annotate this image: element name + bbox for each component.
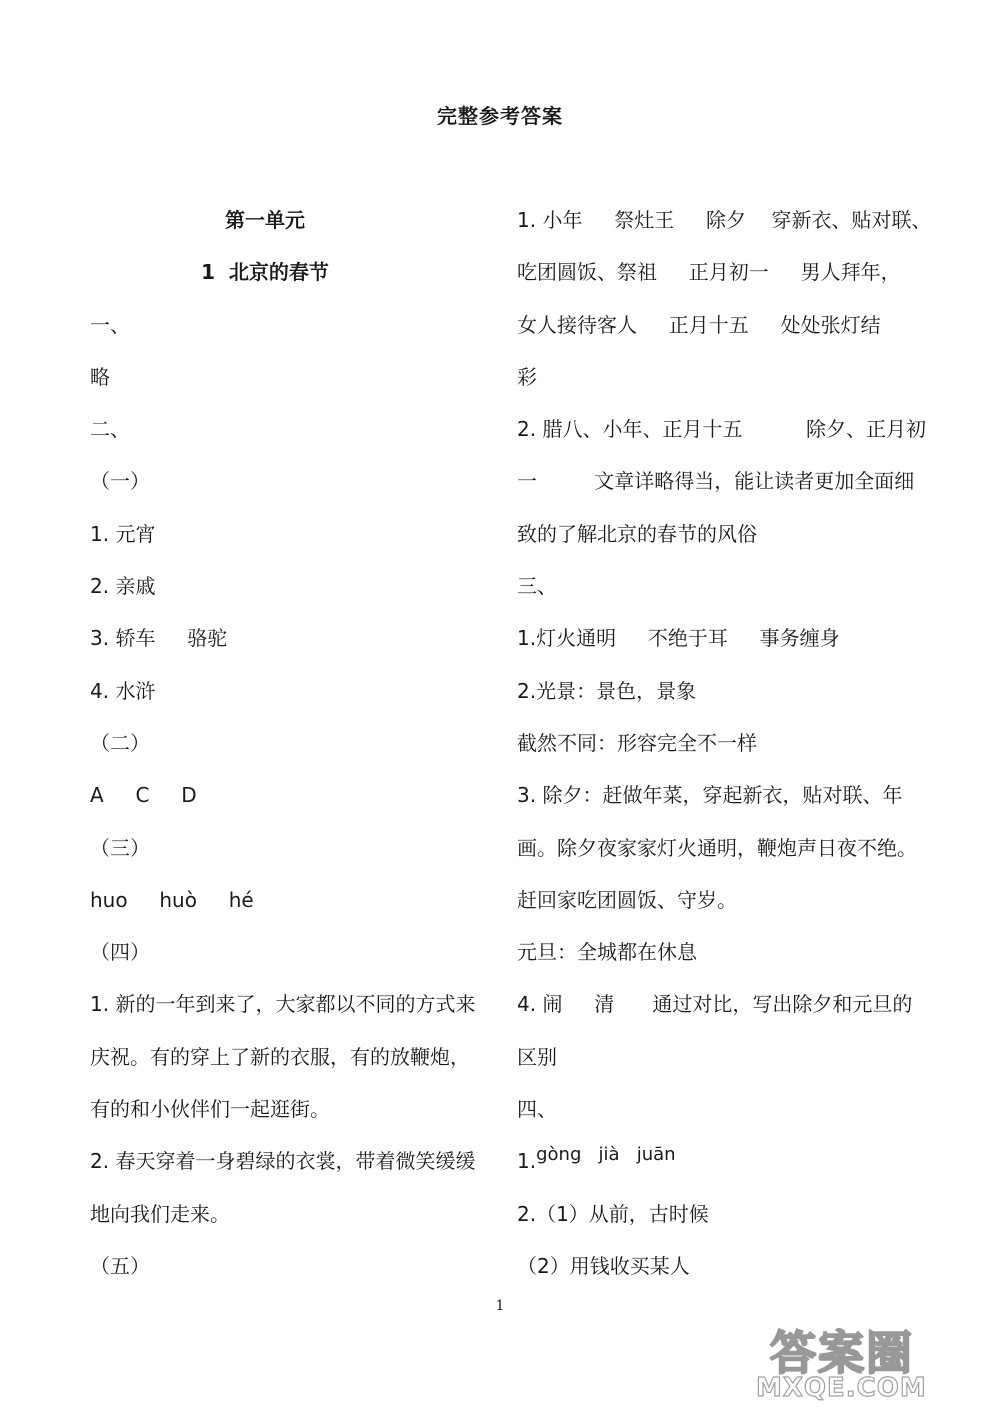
pinyin-text: gòng jià juān [536, 1144, 676, 1166]
answer-line: 二、 [90, 417, 130, 442]
watermark-top-text: 答案圈 [770, 1326, 914, 1380]
answer-line: （五） [90, 1253, 150, 1278]
answer-line: （一） [90, 469, 150, 494]
answer-line: 4. 水浒 [90, 678, 156, 703]
pinyin-answer-line [517, 1135, 917, 1187]
watermark-bottom-text: MXQE.COM [756, 1373, 927, 1403]
answer-line: 3. 除夕：赶做年菜，穿起新衣，贴对联、年 [517, 783, 903, 808]
answer-line: 1.灯火通明 不绝于耳 事务缠身 [517, 626, 840, 651]
answer-line: 一、 [90, 312, 130, 337]
answer-line: 略 [90, 364, 110, 389]
answer-line: 赶回家吃团圆饭、守岁。 [517, 887, 737, 912]
answer-line: （四） [90, 940, 150, 965]
page-title: 完整参考答案 [437, 104, 563, 128]
answer-line: 一 文章详略得当，能让读者更加全面细 [517, 469, 915, 494]
answer-line: （二） [90, 730, 150, 755]
right-column [517, 194, 932, 1292]
pinyin-prefix: 1. [517, 1149, 537, 1174]
answer-line: 区别 [517, 1044, 557, 1069]
answer-line: 2. 腊八、小年、正月十五 除夕、正月初 [517, 417, 927, 442]
unit-heading: 第一单元 [225, 208, 305, 232]
answer-line: 致的了解北京的春节的风俗 [517, 521, 757, 546]
answer-line: 4. 闹 清 通过对比，写出除夕和元旦的 [517, 992, 913, 1017]
answer-line: 2.（1）从前，古时候 [517, 1201, 709, 1226]
answer-line: 女人接待客人 正月十五 处处张灯结 [517, 312, 881, 337]
answer-line: 2. 春天穿着一身碧绿的衣裳，带着微笑缓缓 [90, 1149, 476, 1174]
answer-line: （2）用钱收买某人 [517, 1253, 690, 1278]
answer-line: huo huò hé [90, 887, 254, 912]
answer-line: 1. 元宵 [90, 521, 156, 546]
answer-line: 地向我们走来。 [90, 1201, 230, 1226]
answer-line: 1. 新的一年到来了，大家都以不同的方式来 [90, 992, 476, 1017]
answer-line: 彩 [517, 364, 537, 389]
answer-line: （三） [90, 835, 150, 860]
answer-line: 2. 亲戚 [90, 574, 156, 599]
answer-line: 3. 轿车 骆驼 [90, 626, 228, 651]
answer-line: 四、 [517, 1097, 557, 1122]
left-column [90, 194, 490, 1292]
watermark-logo [750, 1317, 990, 1407]
lesson-heading: 1 北京的春节 [201, 260, 329, 285]
answer-line: 画。除夕夜家家灯火通明，鞭炮声日夜不绝。 [517, 835, 917, 860]
answer-line: 元旦：全城都在休息 [517, 940, 697, 965]
answer-line: 1. 小年 祭灶王 除夕 穿新衣、贴对联、 [517, 208, 932, 232]
answer-line: A C D [90, 783, 197, 808]
answer-line: 三、 [517, 574, 557, 599]
answer-line: 庆祝。有的穿上了新的衣服，有的放鞭炮， [90, 1044, 470, 1069]
page-number: 1 [495, 1298, 505, 1314]
answer-line: 有的和小伙伴们一起逛街。 [90, 1097, 330, 1122]
answer-line: 截然不同：形容完全不一样 [517, 730, 757, 755]
answer-line: 吃团圆饭、祭祖 正月初一 男人拜年， [517, 260, 901, 285]
answer-line: 2.光景：景色，景象 [517, 678, 697, 703]
